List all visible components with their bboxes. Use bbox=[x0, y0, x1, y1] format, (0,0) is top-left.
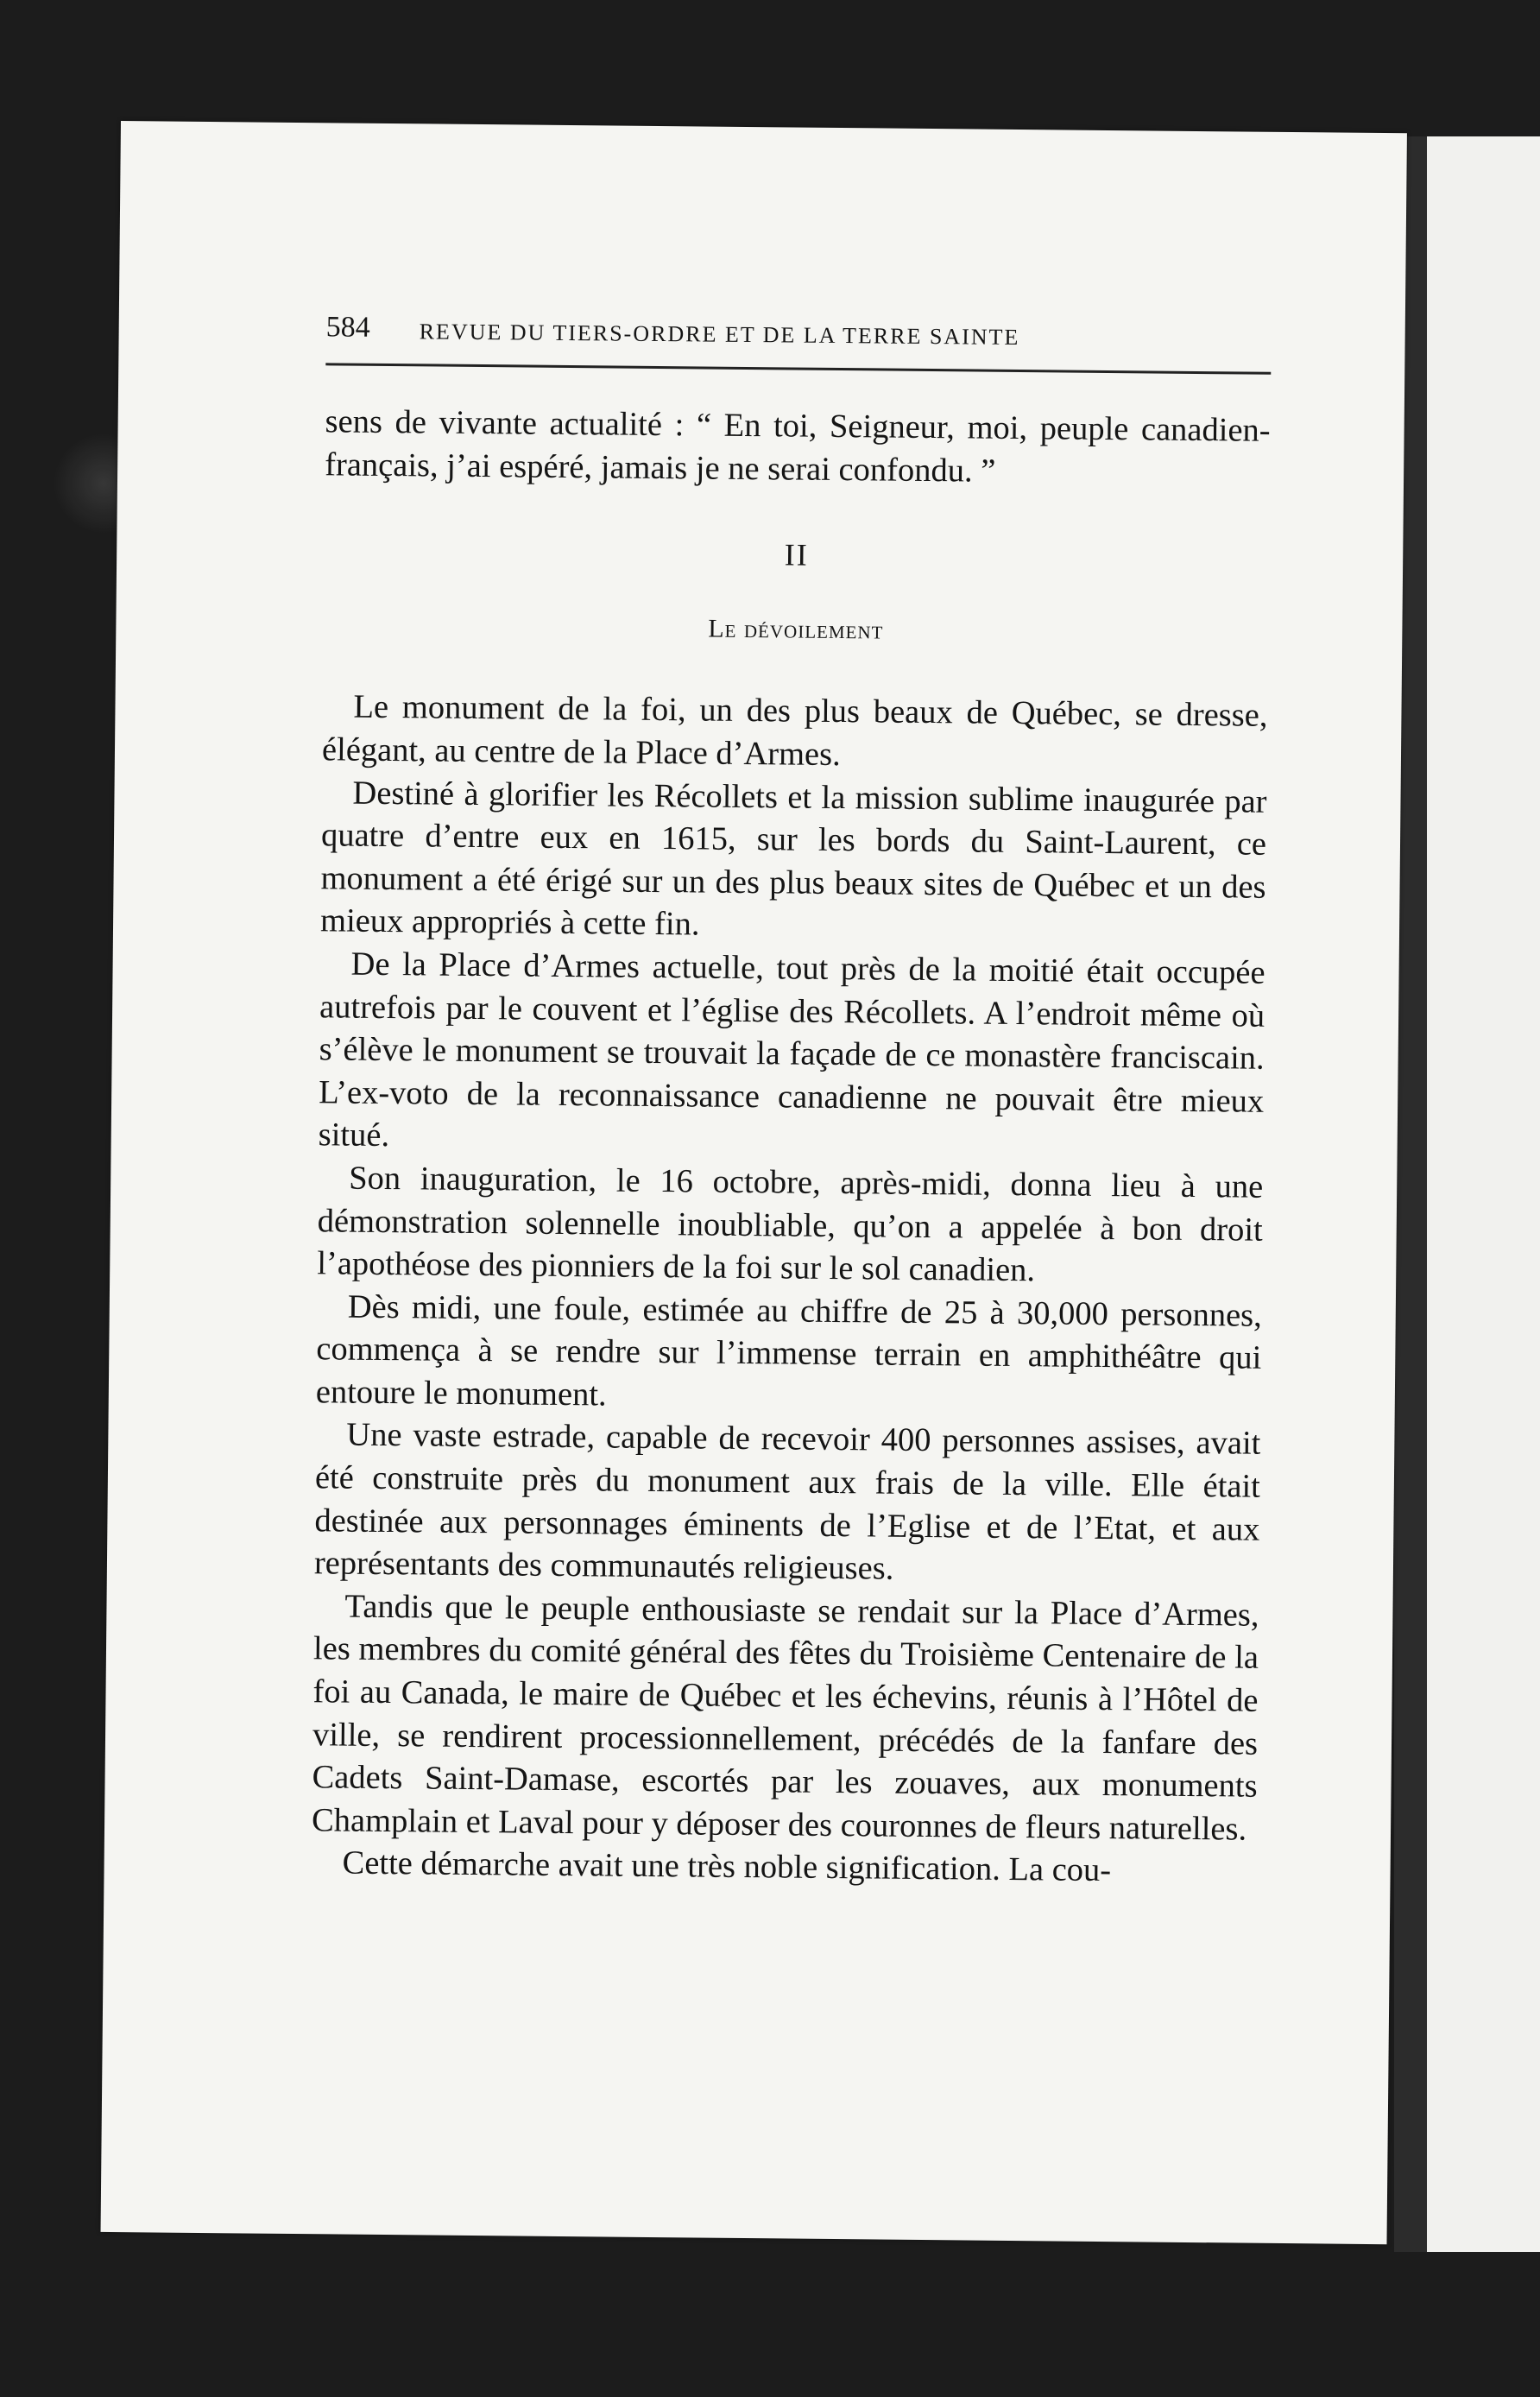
page-number: 584 bbox=[325, 311, 370, 344]
paragraph: Destiné à glorifier les Récollets et la mission sublime inaugurée par quatre d’entre eux en 1615, sur les bords du Saint-Laurent, ce monument a été érigé sur un des plus beaux sites de Québec et un des mieux appropriés à cette fin. bbox=[319, 775, 1267, 943]
facing-page-edge bbox=[1394, 136, 1540, 2252]
section-title: Le dévoilement bbox=[708, 614, 884, 645]
continuation-paragraph: sens de vivante actualité : “ En toi, Seigneur, moi, peuple canadien-français, j’ai espéré, jamais je ne serai confondu. ” bbox=[324, 403, 1271, 490]
section-numeral: II bbox=[784, 537, 809, 572]
paragraph: Son inauguration, le 16 octobre, après-midi, donna lieu à une démonstration solennelle inoubliable, qu’on a appelée à bon droit l’apothéose des pionniers de la foi sur le sol canadien. bbox=[317, 1160, 1264, 1289]
book-page bbox=[101, 121, 1407, 2244]
paragraph: Le monument de la foi, un des plus beaux de Québec, se dresse, élégant, au centre de la Place d’Armes. bbox=[321, 688, 1268, 774]
running-head bbox=[325, 311, 1272, 375]
paragraph: De la Place d’Armes actuelle, tout près de la moitié était occupée autrefois par le couvent et l’église des Récollets. A l’endroit même où s’élève le monument se trouvait la façade de ce monastère franciscain. L’ex-voto de la reconnaissance canadienne ne pouvait être mieux situé. bbox=[318, 946, 1265, 1154]
paragraph: Dès midi, une foule, estimée au chiffre de 25 à 30,000 personnes, commença à se rendre sur l’immense terrain en amphithéâtre qui entoure le monument. bbox=[315, 1288, 1262, 1414]
paragraph: Cette démarche avait une très noble signification. La cou- bbox=[342, 1844, 1112, 1889]
body-text bbox=[311, 401, 1270, 1894]
paragraph: Une vaste estrade, capable de recevoir 400 personnes assises, avait été construite près du monument aux frais de la ville. Elle était destinée aux personnages éminents de l’Eglise et de l’Etat, et aux représentants des communautés religieuses. bbox=[313, 1417, 1261, 1587]
paragraph: Tandis que le peuple enthousiaste se rendait sur la Place d’Armes, les membres du comité général des fêtes du Troisième Centenaire de la foi au Canada, le maire de Québec et les échevins, réunis à l’Hôtel de ville, se rendirent processionnellement, précédés de la fanfare des Cadets Saint-Damase, escortés par les zouaves, aux monuments Champlain et Laval pour y déposer des couronnes de fleurs naturelles. bbox=[311, 1588, 1259, 1848]
journal-title: REVUE DU TIERS-ORDRE ET DE LA TERRE SAINTE bbox=[419, 319, 1020, 351]
